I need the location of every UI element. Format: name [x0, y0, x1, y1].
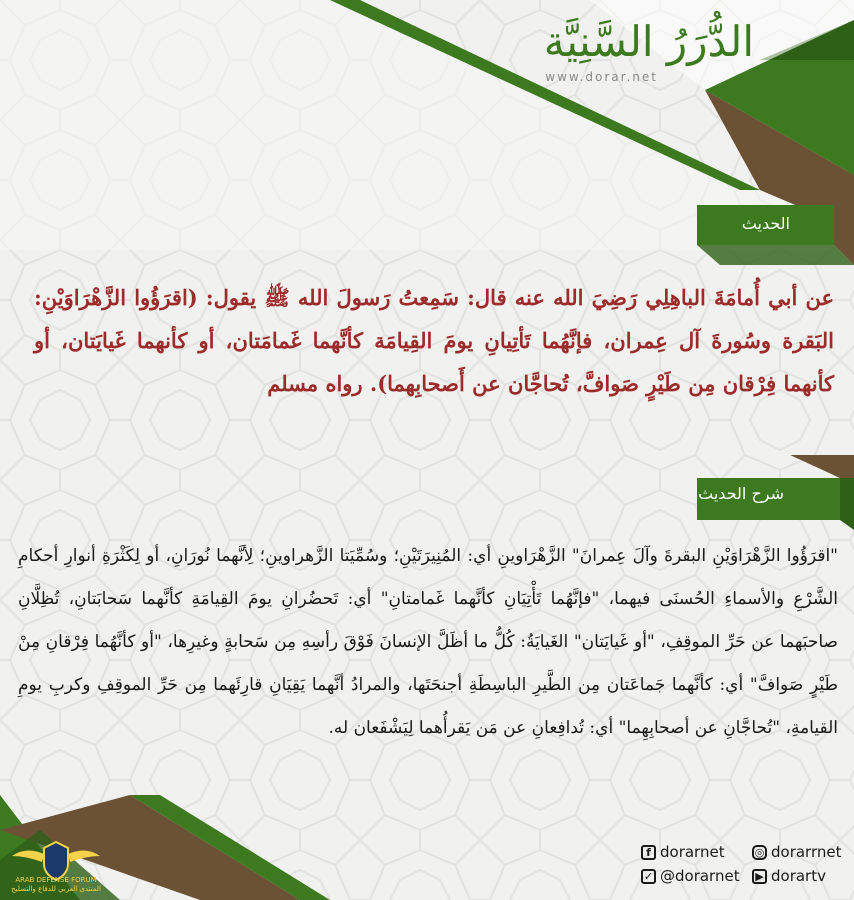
instagram-handle: dorarrnet: [771, 843, 842, 861]
youtube-handle: dorartv: [771, 867, 826, 885]
sharh-text: "اقرَؤُوا الزَّهْرَاوَيْنِ البقرةَ وآلَ عِمرانَ" الزَّهْرَاوينِ أي: المُنِيرَتَيْنِ؛ وسُمِّيَتا الزَّهراوينِ؛ لِأنَّهما نُورَانِ، أو لِكَثْرَةِ أنوارِ أحكامِ الشَّرْعِ والأسماءِ الحُسنَى فيهما، "فإنَّهُما تَأْتِيَانِ كأنَّهما غَمامتانِ" أي: تَحضُرانِ يومَ القِيامَةِ كأنَّهما سَحابَتانِ، تُظِلَّانِ صاحبَهما عن حَرِّ الموقِفِ، "أو غَيايَتان" الغَيايَةُ: كُلُّ ما أظَلَّ الإنسانَ فَوْقَ رأسِهِ مِن سَحابةٍ وغيرِها، "أو كأنَّهُما فِرْقانِ مِنْ طَيْرٍ صَوافَّ" أي: كأنَّهما جَماعَتان مِن الطَّيرِ الباسِطَةِ أجنحَتَها، والمرادُ أنَّهما يَقِيَانِ قارِئَهما مِن حَرِّ الموقِفِ وكربِ يومِ القيامةِ، "تُحاجَّانِ عن أصحابِهِما" أي: تُدافِعانِ عن مَن يَقرأُهما لِيَشْفَعان له.: [18, 546, 838, 738]
social-youtube[interactable]: [752, 867, 826, 885]
twitter-icon: ✓: [641, 869, 656, 884]
social-facebook[interactable]: [641, 843, 725, 861]
section-label-hadith: الحديث: [741, 214, 790, 233]
youtube-icon: ▶: [752, 869, 767, 884]
facebook-icon: f: [641, 845, 656, 860]
social-instagram[interactable]: [752, 843, 841, 861]
hadith-text: عن أبي أُمامَةَ الباهِلِي رَضِيَ الله عنه قال: سَمِعتُ رَسولَ الله ﷺ يقول: (اقرَؤُوا الزَّهْرَاوَيْنِ: البَقرة وسُورةَ آل عِمران، فإنَّهُما تَأتِيانِ يومَ القِيامَة كأنَّهما غَمامَتان، أو كأنهما غَيايَتان، أو كأنهما فِرْقان مِن طَيْرٍ صَوافَّ، تُحاجَّان عن أَصحابِهما). رواه مسلم: [34, 285, 834, 396]
site-logo-title: الدُّرَرُ السَّنِيَّة: [543, 17, 754, 66]
social-twitter[interactable]: [641, 867, 740, 885]
forum-logo-line1: ARAB DEFENSE FORUM: [15, 876, 97, 884]
twitter-handle: @dorarnet: [660, 867, 740, 885]
facebook-handle: dorarnet: [660, 843, 725, 861]
site-logo-url: www.dorar.net: [545, 70, 658, 84]
section-label-sharh: شرح الحديث: [698, 484, 784, 503]
instagram-icon: ◎: [752, 845, 767, 860]
forum-logo-text: [6, 876, 106, 894]
forum-logo-line2: المنتدى العربي للدفاع والتسليح: [11, 885, 101, 893]
